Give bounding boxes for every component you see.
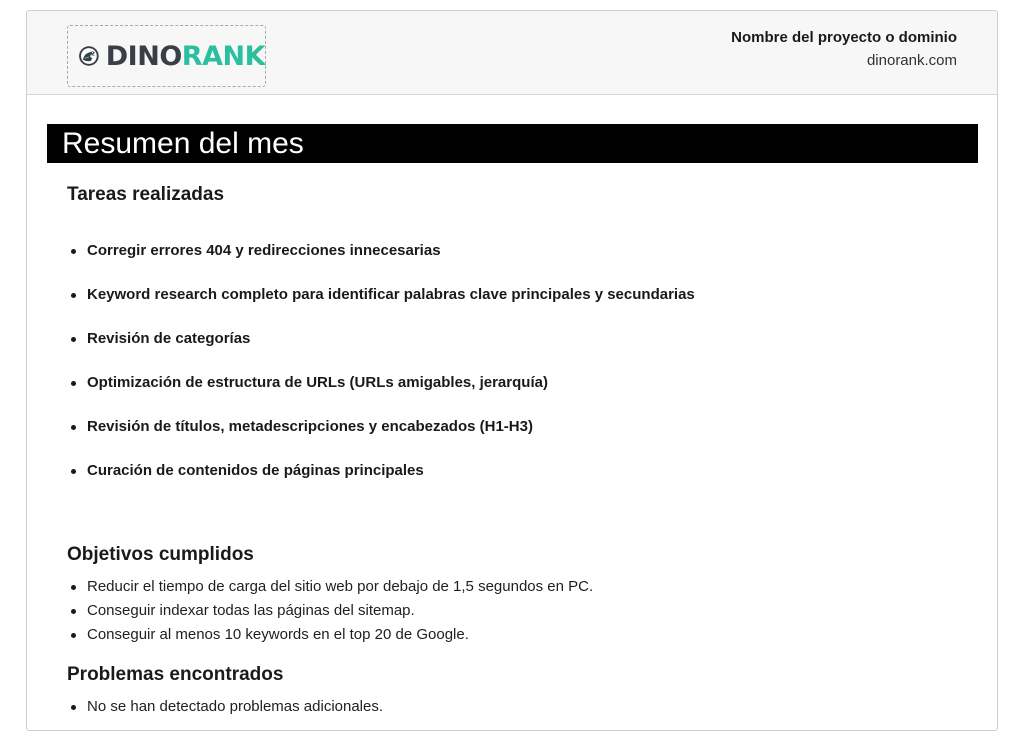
objective-text: Reducir el tiempo de carga del sitio web por debajo de 1,5 segundos en PC. [87, 578, 594, 595]
bullet-icon [71, 585, 76, 590]
bullet-icon [71, 425, 76, 430]
project-info [731, 29, 957, 69]
bullet-icon [71, 249, 76, 254]
tasks-heading: Tareas realizadas [67, 184, 225, 205]
bullet-icon [71, 633, 76, 638]
bullet-icon [71, 381, 76, 386]
project-domain: dinorank.com [866, 52, 957, 69]
task-item [87, 461, 695, 505]
problem-text: No se han detectado problemas adicionales. [87, 698, 384, 715]
report-header [27, 11, 997, 95]
problems-heading: Problemas encontrados [67, 664, 284, 685]
dinosaur-logo-icon [78, 37, 100, 75]
objectives-heading: Objetivos cumplidos [67, 544, 254, 565]
bullet-icon [71, 469, 76, 474]
logo-wordmark [105, 40, 265, 72]
problems-list [87, 697, 383, 721]
problem-item [87, 697, 383, 721]
task-text: Revisión de categorías [87, 330, 251, 347]
objective-item [87, 601, 593, 625]
task-item [87, 373, 695, 417]
report-card [26, 10, 998, 731]
task-item [87, 241, 695, 285]
bullet-icon [71, 293, 76, 298]
task-item [87, 285, 695, 329]
bullet-icon [71, 705, 76, 710]
task-text: Optimización de estructura de URLs (URLs amigables, jerarquía) [87, 374, 548, 391]
objective-text: Conseguir al menos 10 keywords en el top 20 de Google. [87, 626, 469, 643]
month-summary-banner: Resumen del mes [47, 124, 978, 163]
logo-text-dino: DINO [105, 40, 182, 72]
task-text: Corregir errores 404 y redirecciones innecesarias [87, 242, 441, 259]
objective-item [87, 577, 593, 601]
objective-text: Conseguir indexar todas las páginas del sitemap. [87, 602, 415, 619]
objective-item [87, 625, 593, 649]
bullet-icon [71, 609, 76, 614]
bullet-icon [71, 337, 76, 342]
task-item [87, 329, 695, 373]
tasks-list [87, 241, 695, 505]
task-item [87, 417, 695, 461]
project-title: Nombre del proyecto o dominio [731, 29, 957, 46]
logo [67, 25, 266, 87]
objectives-list [87, 577, 593, 649]
task-text: Revisión de títulos, metadescripciones y encabezados (H1-H3) [87, 418, 533, 435]
task-text: Curación de contenidos de páginas principales [87, 462, 424, 479]
task-text: Keyword research completo para identificar palabras clave principales y secundarias [87, 286, 695, 303]
logo-text-rank: RANK [181, 40, 265, 72]
